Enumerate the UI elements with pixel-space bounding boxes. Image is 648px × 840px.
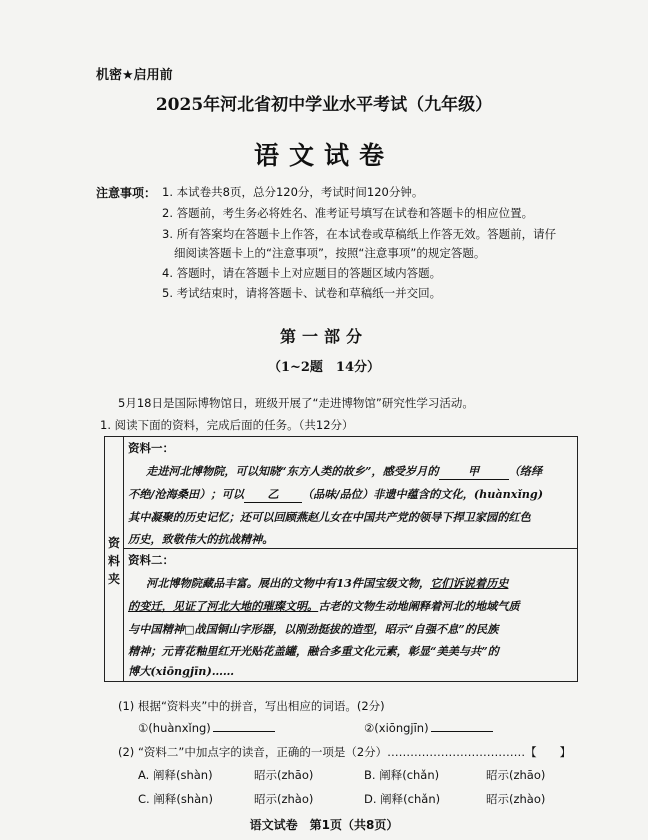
notice-item: 细阅读答题卡上的“注意事项”，按照“注意事项”的规定答题。: [174, 246, 486, 260]
answer-blank: [213, 731, 275, 732]
option-c-word: 昭示(zhào): [254, 792, 314, 806]
material-1-line: 走进河北博物院，可以知晓“东方人类的故乡”，感受岁月的 甲 （络绎: [146, 464, 543, 478]
part-range: （1~2题 14分）: [267, 360, 381, 375]
option-b-word: 昭示(zhāo): [486, 768, 546, 782]
activity-intro: 5月18日是国际博物馆日，班级开展了“走进博物馆”研究性学习活动。: [118, 396, 474, 410]
part-title: 第一部分: [279, 327, 368, 346]
exam-title: 2025年河北省初中学业水平考试（九年级）: [155, 95, 493, 115]
option-d-word: 昭示(zhào): [486, 792, 546, 806]
sub-question-1-b: ②(xiōngjīn): [364, 721, 493, 735]
sub-question-2-stem: (2) “资料二”中加点字的读音，正确的一项是（2分）………………………………【 】: [118, 745, 572, 759]
underlined-sentence: 的变迁，见证了河北大地的璀璨文明。: [128, 599, 319, 613]
material-folder-label: 资 料 夹: [107, 536, 120, 586]
material-2-line: 博大(xiōngjīn)……: [128, 664, 235, 678]
material-2-heading: 资料二：: [128, 553, 174, 567]
option-d: D. 阐释(chǎn): [364, 792, 441, 806]
notice-item: 3. 所有答案均在答题卡上作答，在本试卷或草稿纸上作答无效。答题前，请仔: [162, 227, 557, 241]
option-c: C. 阐释(shàn): [138, 792, 213, 806]
notice-item: 5. 考试结束时，请将答题卡、试卷和草稿纸一并交回。: [162, 286, 442, 300]
notice-item: 2. 答题前，考生务必将姓名、准考证号填写在试卷和答题卡的相应位置。: [162, 206, 534, 220]
option-b: B. 阐释(chǎn): [364, 768, 440, 782]
notice-item: 4. 答题时，请在答题卡上对应题目的答题区域内答题。: [162, 266, 442, 280]
sub-question-1-stem: (1) 根据“资料夹”中的拼音，写出相应的词语。(2分): [118, 699, 385, 713]
material-2-line: 的变迁，见证了河北大地的璀璨文明。古老的文物生动地阐释着河北的地域气质: [128, 599, 520, 613]
subject-title: 语文试卷: [253, 141, 394, 170]
material-2-line: 河北博物院藏品丰富。展出的文物中有13件国宝级文物，它们诉说着历史: [146, 576, 509, 590]
option-a-word: 昭示(zhāo): [254, 768, 314, 782]
blank-jia: 甲: [439, 463, 509, 480]
material-divider: [124, 548, 578, 549]
material-1-line: 其中凝聚的历史记忆；还可以回顾燕赵儿女在中国共产党的领导下捍卫家园的红色: [128, 510, 531, 524]
option-a: A. 阐释(shàn): [138, 768, 213, 782]
blank-yi: 乙: [244, 486, 302, 503]
notice-item: 1. 本试卷共8页，总分120分，考试时间120分钟。: [162, 185, 424, 199]
page-footer: 语文试卷 第1页（共8页）: [249, 818, 399, 832]
confidential-mark: 机密★启用前: [96, 68, 173, 83]
sub-question-1-a: ①(huànxǐng): [138, 721, 275, 735]
material-2-line: 精神；元青花釉里红开光贴花盖罐，融合多重文化元素，彰显“美美与共”的: [128, 644, 499, 658]
material-2-line: 与中国精神□战国铜山字形器，以刚劲挺拔的造型，昭示“自强不息”的民族: [128, 622, 499, 636]
underlined-sentence: 它们诉说着历史: [430, 576, 509, 590]
notice-label: 注意事项：: [96, 186, 157, 200]
material-1-line: 历史，致敬伟大的抗战精神。: [128, 532, 274, 546]
answer-blank: [431, 731, 493, 732]
material-1-line: 不绝/沧海桑田）；可以 乙 （品味/品位）非遗中蕴含的文化，(huànxǐng): [128, 487, 543, 501]
question-1-stem: 1. 阅读下面的资料，完成后面的任务。（共12分）: [100, 418, 354, 432]
material-1-heading: 资料一：: [128, 441, 174, 455]
